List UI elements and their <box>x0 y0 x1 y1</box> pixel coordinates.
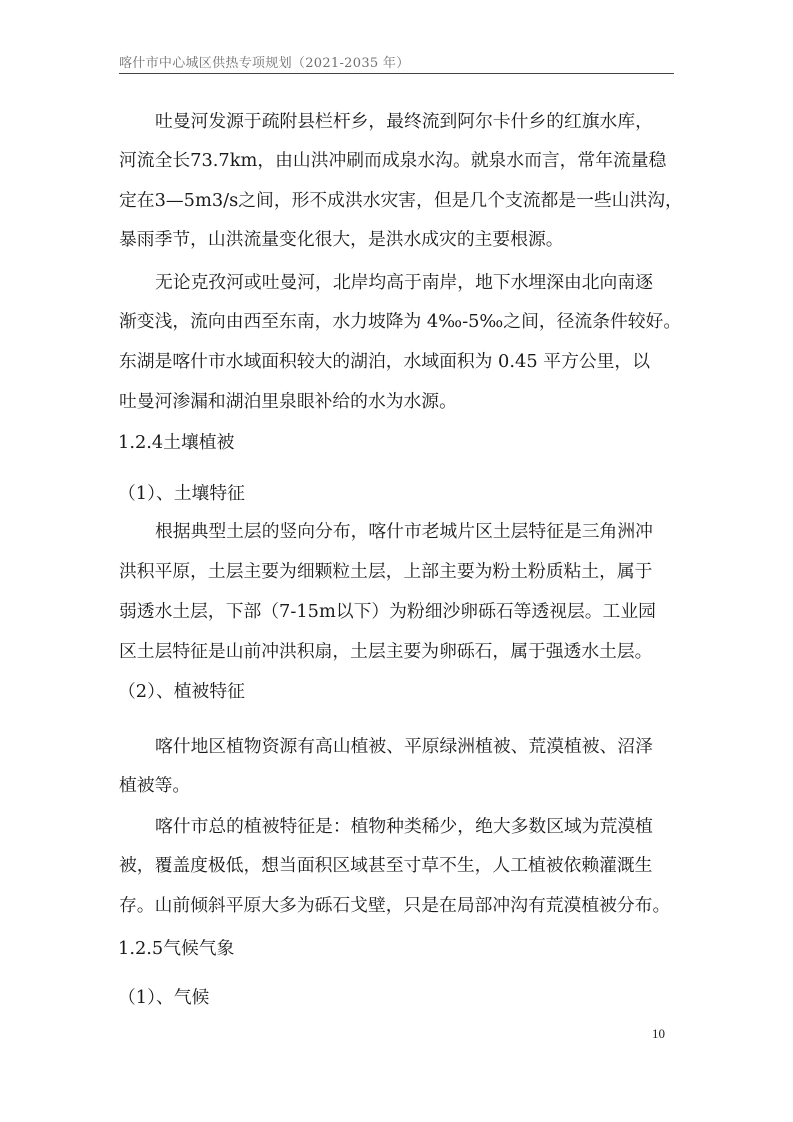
body-text-line: 植被等。 <box>119 775 191 796</box>
section-heading: 1.2.4土壤植被 <box>118 432 235 453</box>
section-heading: 1.2.5气候气象 <box>118 938 235 959</box>
body-text-line: 定在3—5m3/s之间，形不成洪水灾害，但是几个支流都是一些山洪沟， <box>119 190 683 211</box>
body-text-line: 东湖是喀什市水域面积较大的湖泊，水域面积为 0.45 平方公里，以 <box>119 351 650 372</box>
body-text-line: 暴雨季节，山洪流量变化很大，是洪水成灾的主要根源。 <box>119 229 564 250</box>
body-text-line: 喀什市总的植被特征是：植物种类稀少，绝大多数区域为荒漠植 <box>155 816 653 837</box>
subsection-heading: （1）、气候 <box>118 987 210 1008</box>
body-text-line: 洪积平原，土层主要为细颗粒土层，上部主要为粉土粉质粘土，属于 <box>119 561 653 582</box>
body-text-line: 无论克孜河或吐曼河，北岸均高于南岸，地下水埋深由北向南逐 <box>155 272 653 293</box>
page-number: 10 <box>652 1026 665 1041</box>
body-text-line: 根据典型土层的竖向分布，喀什市老城片区土层特征是三角洲冲 <box>155 521 653 542</box>
header-divider <box>119 73 674 74</box>
body-text-line: 存。山前倾斜平原大多为砾石戈壁，只是在局部冲沟有荒漠植被分布。 <box>119 895 671 916</box>
body-text-line: 区土层特征是山前冲洪积扇，土层主要为卵砾石，属于强透水土层。 <box>119 641 653 662</box>
body-text-line: 被，覆盖度极低，想当面积区域甚至寸草不生，人工植被依赖灌溉生 <box>119 855 653 876</box>
body-text-line: 河流全长73.7km，由山洪冲刷而成泉水沟。就泉水而言，常年流量稳 <box>119 150 667 171</box>
body-text-line: 吐曼河发源于疏附县栏杆乡，最终流到阿尔卡什乡的红旗水库， <box>155 111 653 132</box>
body-text-line: 渐变浅，流向由西至东南，水力坡降为 4‰-5‰之间，径流条件较好。 <box>119 311 682 332</box>
page-header: 喀什市中心城区供热专项规划（2021-2035 年） <box>119 56 410 71</box>
subsection-heading: （2）、植被特征 <box>118 681 245 702</box>
subsection-heading: （1）、土壤特征 <box>118 483 245 504</box>
body-text-line: 喀什地区植物资源有高山植被、平原绿洲植被、荒漠植被、沼泽 <box>155 736 653 757</box>
body-text-line: 弱透水土层，下部（7-15m以下）为粉细沙卵砾石等透视层。工业园 <box>119 601 656 622</box>
body-text-line: 吐曼河渗漏和湖泊里泉眼补给的水为水源。 <box>119 391 457 412</box>
